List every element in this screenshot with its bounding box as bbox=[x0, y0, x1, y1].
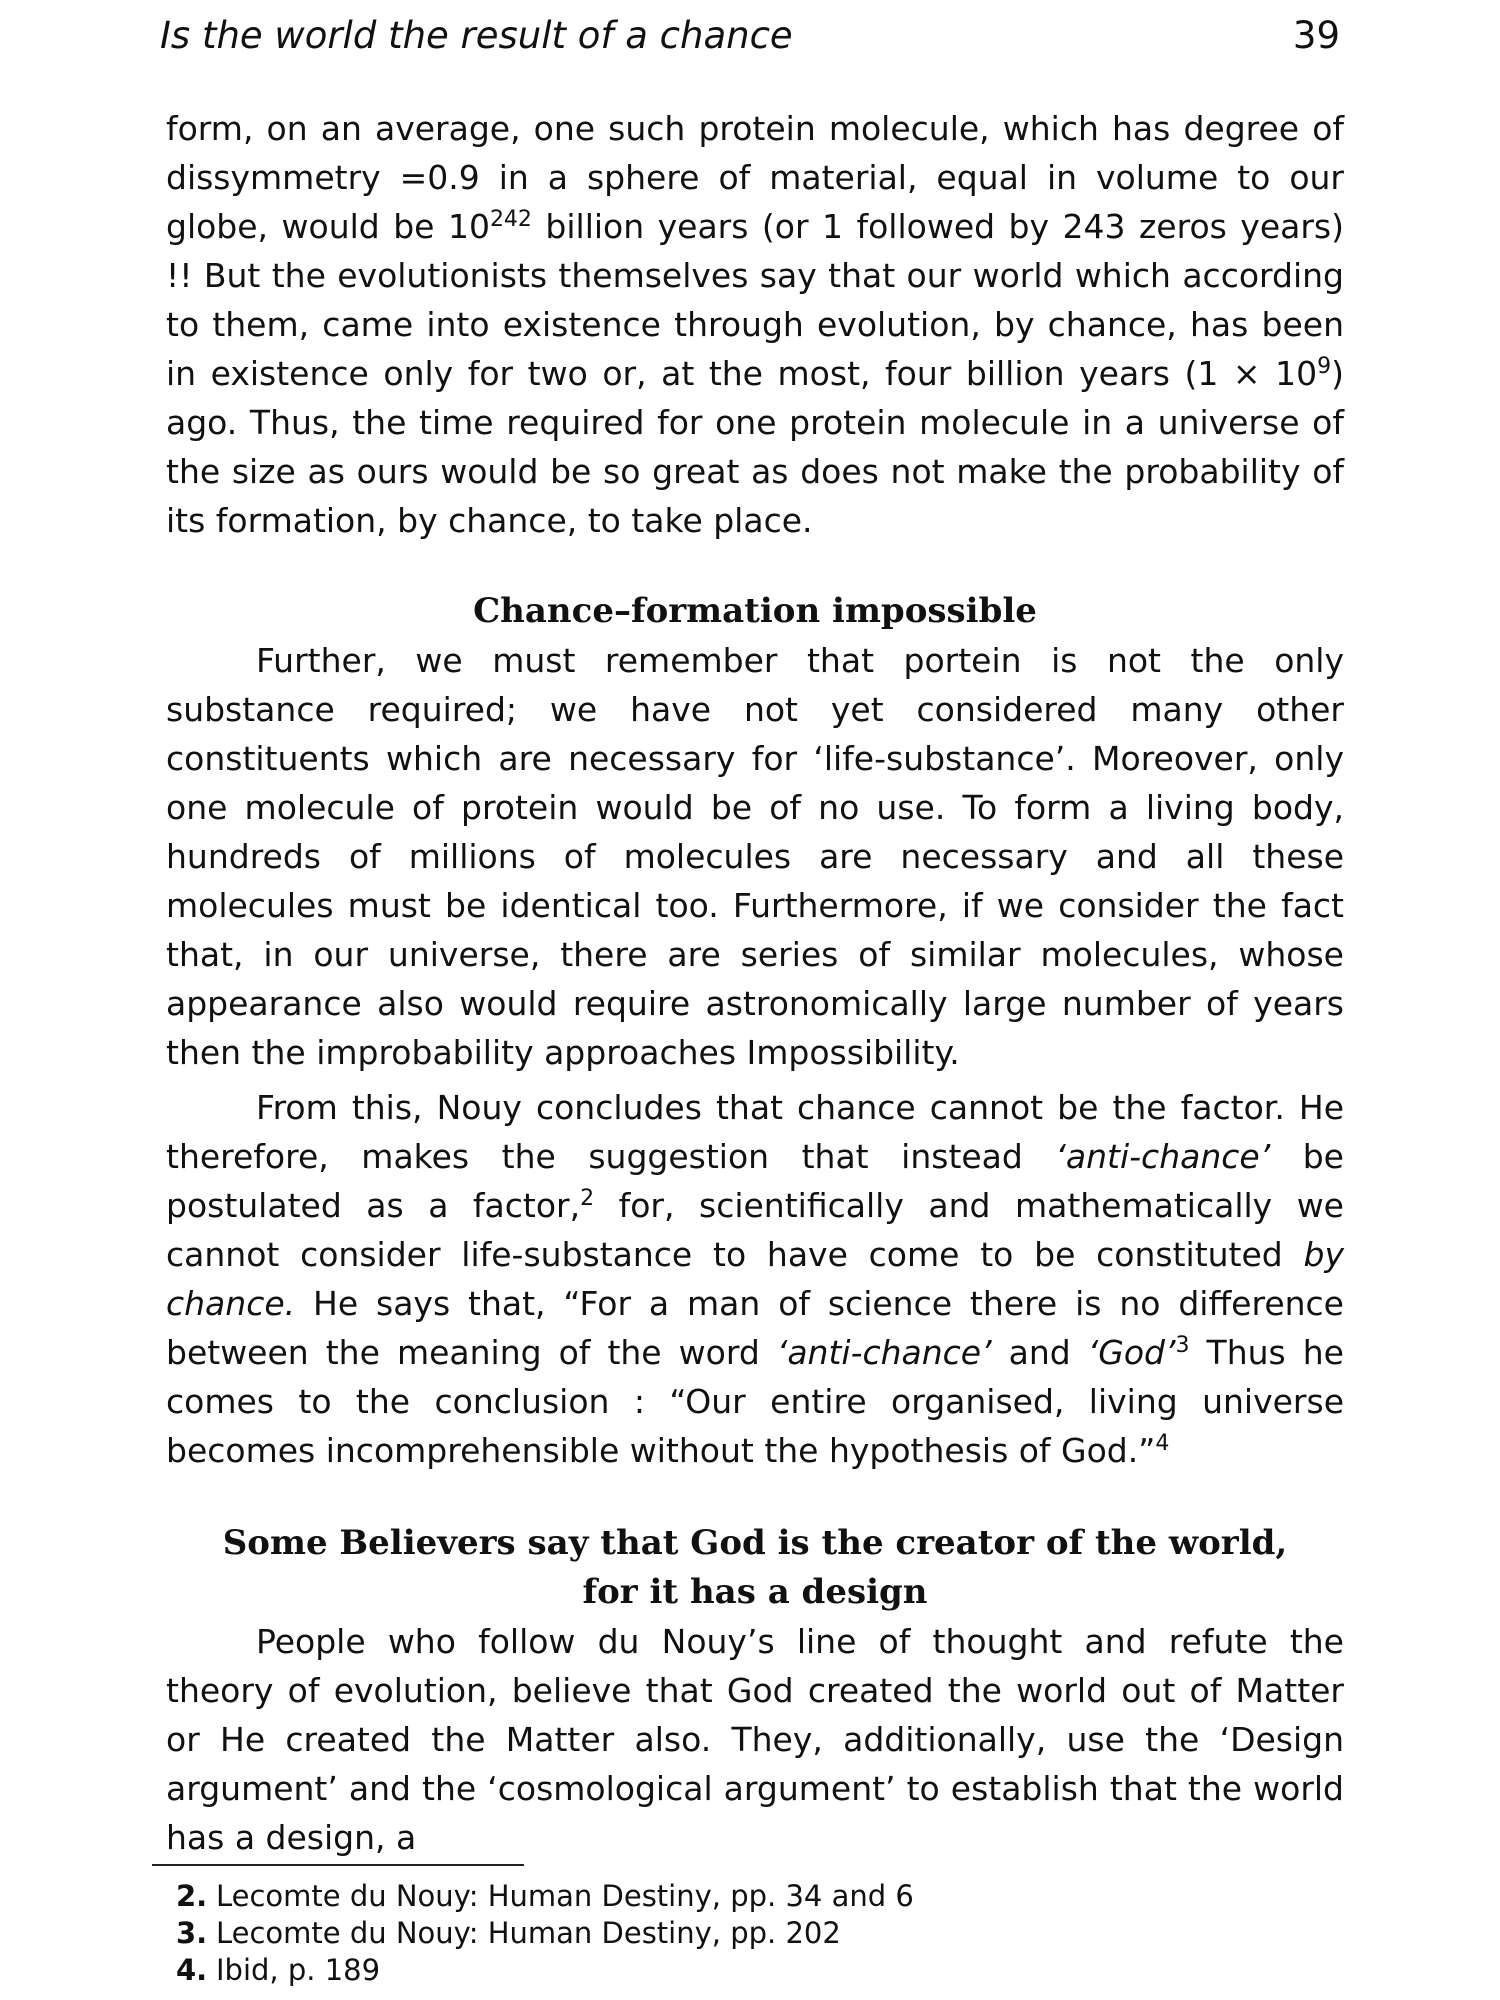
footnote-item bbox=[176, 1915, 1176, 1952]
footnote-text: Ibid, p. 189 bbox=[216, 1953, 381, 1987]
footnote-ref: 4 bbox=[1155, 1431, 1170, 1456]
footnote-number: 2. bbox=[176, 1879, 208, 1913]
italic-term: ‘anti-chance’ bbox=[1055, 1137, 1271, 1176]
running-title: Is the world the result of a chance bbox=[160, 14, 793, 57]
footnote-ref: 3 bbox=[1175, 1333, 1190, 1358]
paragraph-text: be postulated as a factor, bbox=[166, 1137, 1344, 1225]
paragraph-text: and bbox=[991, 1333, 1088, 1372]
italic-term: by chance. bbox=[166, 1235, 1344, 1323]
paragraph-text: form, on an average, one such protein molecule, which has degree of dissymmetry =0.9 in a sphere of material, equal in volume to our globe, would be 10 bbox=[166, 109, 1344, 246]
italic-term: ‘God’ bbox=[1087, 1333, 1176, 1372]
footnote-text: Lecomte du Nouy: Human Destiny, pp. 202 bbox=[216, 1916, 841, 1950]
footnote-number: 3. bbox=[176, 1916, 208, 1950]
footnote-item bbox=[176, 1878, 1176, 1915]
exponent: 9 bbox=[1317, 354, 1332, 379]
footnote-text: Lecomte du Nouy: Human Destiny, pp. 34 and 6 bbox=[216, 1879, 914, 1913]
heading-line: Some Believers say that God is the creator of the world, bbox=[222, 1523, 1288, 1563]
page-number: 39 bbox=[1292, 14, 1340, 57]
section-heading-design bbox=[166, 1519, 1344, 1617]
heading-line: for it has a design bbox=[582, 1572, 928, 1612]
paragraph-text: He says that, “For a man of science there is no difference between the meaning of the word bbox=[166, 1284, 1344, 1372]
italic-term: ‘anti-chance’ bbox=[776, 1333, 992, 1372]
page-body bbox=[166, 104, 1344, 1862]
paragraph-text: for, scientifically and mathematically we cannot consider life-substance to have come to be constituted bbox=[166, 1186, 1344, 1274]
paragraph-further: Further, we must remember that portein is not the only substance required; we have not yet considered many other constituents which are necessary for ‘life-substance’. Moreover, only one molecule of protein would be of no use. To form a living body, hundreds of millions of molecules are necessary and all these molecules must be identical too. Furthermore, if we consider the fact that, in our universe, there are series of similar molecules, whose appearance also would require astronomically large number of years then the improbability approaches Impossibility. bbox=[166, 641, 1344, 1072]
paragraph-continued bbox=[166, 104, 1344, 545]
paragraph-text: ) ago. Thus, the time required for one protein molecule in a universe of the size as ours would be so great as does not make the probability of its formation, by chance, to take place. bbox=[166, 354, 1344, 540]
paragraph-text: Thus he comes to the conclusion : “Our entire organised, living universe becomes incomprehensible without the hypothesis of God.” bbox=[166, 1333, 1344, 1470]
exponent: 242 bbox=[489, 207, 532, 232]
footnote-ref: 2 bbox=[580, 1186, 595, 1211]
footnotes bbox=[176, 1878, 1176, 1989]
footnote-number: 4. bbox=[176, 1953, 208, 1987]
page-header bbox=[160, 14, 1340, 64]
paragraph-design-argument: People who follow du Nouy’s line of thought and refute the theory of evolution, believe that God created the world out of Matter or He created the Matter also. They, additionally, use the ‘Design argument’ and the ‘cosmological argument’ to establish that the world has a design, a bbox=[166, 1622, 1344, 1857]
footnote-divider bbox=[152, 1864, 524, 1866]
section-heading-chance-formation: Chance–formation impossible bbox=[473, 591, 1037, 631]
paragraph-text: billion years (or 1 followed by 243 zeros years) !! But the evolutionists themselves say that our world which according to them, came into existence through evolution, by chance, has been in existence only for two or, at the most, four billion years (1 × 10 bbox=[166, 207, 1344, 393]
footnote-item bbox=[176, 1952, 1176, 1989]
paragraph-text: From this, Nouy concludes that chance cannot be the factor. He therefore, makes the suggestion that instead bbox=[166, 1088, 1344, 1176]
paragraph-nouy-conclusion bbox=[166, 1083, 1344, 1475]
